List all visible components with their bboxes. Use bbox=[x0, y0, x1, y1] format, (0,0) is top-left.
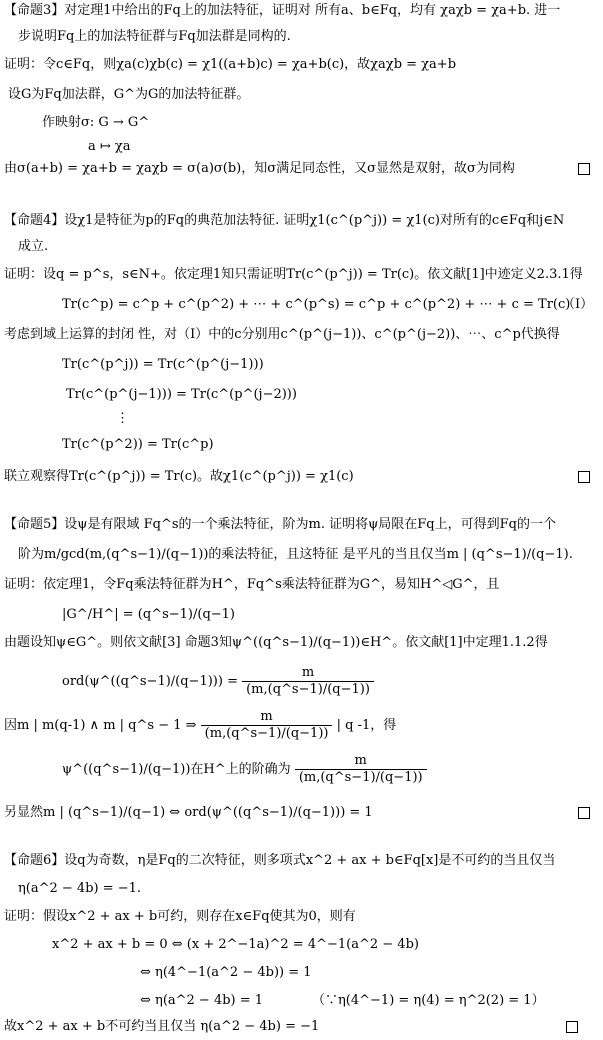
prop5-order-result-lhs: ψ^((q^s−1)/(q−1))在H^上的阶确为 bbox=[62, 762, 291, 777]
prop3-map-line1: 作映射σ: G → G^ bbox=[42, 115, 150, 130]
prop4-eq-3: Tr(c^(p^2)) = Tr(c^p) bbox=[62, 437, 214, 452]
prop3-proof-line1: 证明：令c∈Fq，则χa(c)χb(c) = χ1((a+b)c) = χa+b(c)，故χaχb = χa+b bbox=[4, 57, 457, 72]
prop4-proof-line1: 证明：设q = p^s，s∈N+。依定理1知只需证明Tr(c^(p^j)) = Tr(c)。依文献[1]中迹定义2.3.1得 bbox=[4, 267, 583, 282]
prop6-eq-2: ⇔ η(4^−1(a^2 − 4b)) = 1 bbox=[140, 965, 312, 980]
prop4-statement-line2: 成立. bbox=[18, 239, 49, 254]
fraction-numerator: m bbox=[295, 753, 427, 770]
prop6-conclusion: 故x^2 + ax + b不可约当且仅当 η(a^2 − 4b) = −1 bbox=[4, 1019, 320, 1034]
prop3-statement-line1: 【命题3】对定理1中给出的Fq上的加法特征，证明对 所有a、b∈Fq，均有 χaχb = χa+b. 进一 bbox=[4, 3, 561, 18]
prop3-statement-line2: 步说明Fq上的加法特征群与Fq加法群是同构的. bbox=[18, 29, 291, 44]
prop6-because-note: （∵η(4^−1) = η(4) = η^2(2) = 1） bbox=[312, 993, 545, 1008]
fraction-numerator: m bbox=[201, 709, 333, 726]
fraction-denominator: (m,(q^s−1)/(q−1)) bbox=[298, 770, 423, 785]
prop5-proof-line2: 由题设知ψ∈G^。则依文献[3] 命题3知ψ^((q^s−1)/(q−1))∈H^。依文献[1]中定理1.1.2得 bbox=[4, 635, 548, 650]
prop3-conclusion: 由σ(a+b) = χa+b = χaχb = σ(a)σ(b)，知σ满足同态性，又σ显然是双射，故σ为同构 bbox=[4, 161, 515, 176]
prop5-order-lhs: ord(ψ^((q^s−1)/(q−1))) = bbox=[62, 674, 238, 689]
prop5-proof-line1: 证明：依定理1，令Fq乘法特征群为H^，Fq^s乘法特征群为G^，易知H^◁G^，且 bbox=[4, 577, 500, 592]
prop5-divisibility-lhs: 因m | m(q-1) ∧ m | q^s − 1 ⇒ bbox=[4, 718, 197, 733]
prop4-substitution-line: 考虑到域上运算的封闭 性，对（I）中的c分别用c^(p^(j−1))、c^(p^(j−2))、⋯、c^p代换得 bbox=[4, 327, 560, 342]
qed-square-icon bbox=[578, 163, 590, 175]
fraction-denominator: (m,(q^s−1)/(q−1)) bbox=[204, 726, 329, 741]
prop5-statement-line1: 【命题5】设ψ是有限域 Fq^s的一个乘法特征，阶为m. 证明将ψ局限在Fq上，可得到Fq的一个 bbox=[4, 517, 556, 532]
fraction-denominator: (m,(q^s−1)/(q−1)) bbox=[246, 682, 370, 697]
qed-square-icon bbox=[566, 1021, 578, 1033]
prop6-statement-line2: η(a^2 − 4b) = −1. bbox=[18, 881, 142, 896]
prop5-order-equation bbox=[62, 662, 374, 702]
prop6-statement-line1: 【命题6】设q为奇数，η是Fq的二次特征，则多项式x^2 + ax + b∈Fq[x]是不可约的当且仅当 bbox=[4, 853, 556, 868]
prop5-order-result-fraction bbox=[295, 753, 427, 786]
prop5-conclusion: 另显然m | (q^s−1)/(q−1) ⇔ ord(ψ^((q^s−1)/(q−1))) = 1 bbox=[4, 805, 373, 820]
prop6-eq-3: ⇔ η(a^2 − 4b) = 1 bbox=[140, 993, 264, 1008]
prop3-proof-line2: 设G为Fq加法群，G^为G的加法特征群。 bbox=[8, 87, 250, 102]
prop5-divisibility-fraction bbox=[201, 709, 333, 742]
prop5-order-fraction bbox=[242, 665, 374, 698]
prop5-order-result bbox=[62, 750, 427, 790]
prop3-map-line2: a ↦ χa bbox=[88, 139, 131, 154]
prop4-conclusion: 联立观察得Tr(c^(p^j)) = Tr(c)。故χ1(c^(p^j)) = χ1(c) bbox=[4, 469, 354, 484]
prop5-quotient-order: |G^/H^| = (q^s−1)/(q−1) bbox=[62, 607, 236, 622]
prop5-statement-line2: 阶为m/gcd(m,(q^s−1)/(q−1))的乘法特征，且这特征 是平凡的当且仅当m | (q^s−1)/(q−1). bbox=[18, 547, 573, 562]
prop6-proof-line1: 证明：假设x^2 + ax + b可约，则存在x∈Fq使其为0，则有 bbox=[4, 909, 356, 924]
prop4-statement-line1: 【命题4】设χ1是特征为p的Fq的典范加法特征. 证明χ1(c^(p^j)) = χ1(c)对所有的c∈Fq和j∈N bbox=[4, 213, 565, 228]
prop4-vdots: ⋮ bbox=[116, 411, 129, 426]
prop4-eq-2: Tr(c^(p^(j−1))) = Tr(c^(p^(j−2))) bbox=[66, 387, 297, 402]
qed-square-icon bbox=[578, 807, 590, 819]
prop4-trace-equation: Tr(c^p) = c^p + c^(p^2) + ⋯ + c^(p^s) = c^p + c^(p^2) + ⋯ + c = Tr(c) bbox=[62, 297, 571, 312]
prop5-divisibility-line bbox=[4, 706, 396, 746]
prop4-eq-1: Tr(c^(p^j)) = Tr(c^(p^(j−1))) bbox=[62, 357, 264, 372]
prop5-divisibility-rhs: | q -1，得 bbox=[336, 718, 397, 733]
prop6-eq-1: x^2 + ax + b = 0 ⇔ (x + 2^−1a)^2 = 4^−1(a^2 − 4b) bbox=[52, 937, 419, 952]
qed-square-icon bbox=[578, 471, 590, 483]
fraction-numerator: m bbox=[242, 665, 374, 682]
equation-tag-I: （I） bbox=[562, 297, 594, 312]
